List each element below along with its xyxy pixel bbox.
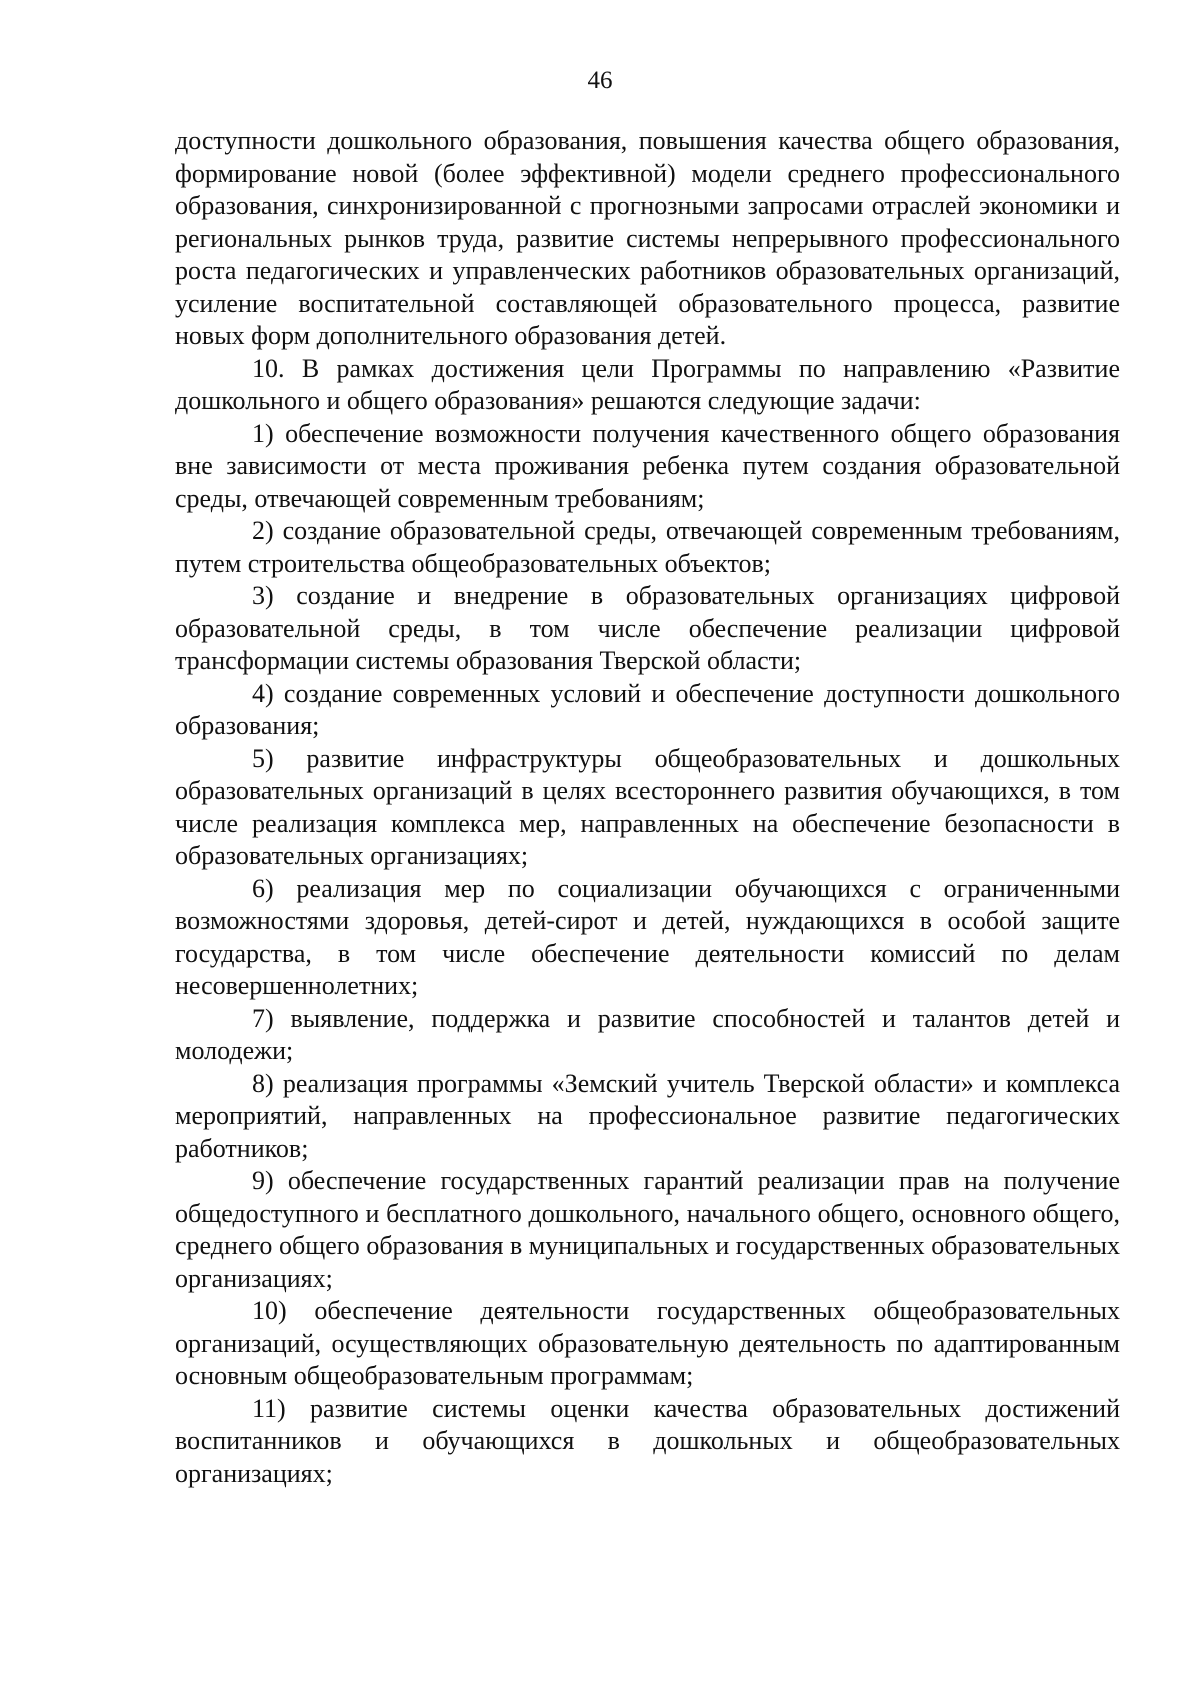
list-item-number: 4) xyxy=(252,678,274,708)
document-body xyxy=(175,125,1120,1490)
list-item-text: обеспечение деятельности государственных общеобразовательных организаций, осуществляющих образовательную деятельность по адаптированным основным общеобразовательным программам; xyxy=(175,1296,1120,1390)
list-item-9 xyxy=(175,1165,1120,1295)
list-item-number: 10) xyxy=(252,1296,287,1325)
list-item-number: 2) xyxy=(252,516,274,545)
list-item-text: реализация мер по социализации обучающихся с ограниченными возможностями здоровья, детей-сирот и детей, нуждающихся в особой защите государства, в том числе обеспечение деятельности комиссий по делам несовершеннолетних; xyxy=(175,873,1120,1000)
list-item-text: обеспечение государственных гарантий реализации прав на получение общедоступного и бесплатного дошкольного, начального общего, основного общего, среднего общего образования в муниципальных и государственных образовательных организациях; xyxy=(175,1166,1121,1293)
list-item-text: обеспечение возможности получения качественного общего образования вне зависимости от места проживания ребенка путем создания образовательной среды, отвечающей современным требованиям; xyxy=(175,418,1121,513)
list-item-2 xyxy=(175,515,1120,580)
list-item-8 xyxy=(175,1068,1120,1166)
list-item-3 xyxy=(175,580,1120,678)
list-item-10 xyxy=(175,1295,1120,1393)
list-item-number: 7) xyxy=(252,1003,274,1033)
list-item-text: выявление, поддержка и развитие способностей и талантов детей и молодежи; xyxy=(175,1003,1121,1065)
list-item-5 xyxy=(175,743,1120,873)
list-item-4 xyxy=(175,678,1120,743)
page-number: 46 xyxy=(587,67,613,94)
paragraph-number: 10. xyxy=(252,353,285,383)
list-item-text: создание и внедрение в образовательных организациях цифровой образовательной среды, в том числе обеспечение реализации цифровой трансформации системы образования Тверской области; xyxy=(175,581,1120,675)
list-item-text: создание образовательной среды, отвечающей современным требованиям, путем строительства общеобразовательных объектов; xyxy=(175,516,1120,578)
list-item-number: 6) xyxy=(252,873,274,903)
list-item-7 xyxy=(175,1003,1120,1068)
list-item-number: 3) xyxy=(252,581,274,610)
list-item-6 xyxy=(175,873,1120,1003)
paragraph-intro xyxy=(175,125,1120,353)
list-item-text: развитие системы оценки качества образовательных достижений воспитанников и обучающихся в дошкольных и общеобразовательных организациях; xyxy=(175,1393,1120,1488)
list-item-text: развитие инфраструктуры общеобразовательных и дошкольных образовательных организаций в целях всестороннего развития обучающихся, в том числе реализация комплекса мер, направленных на обеспечение безопасности в образовательных организациях; xyxy=(175,743,1120,870)
list-item-number: 11) xyxy=(252,1393,286,1423)
list-item-number: 8) xyxy=(252,1068,274,1098)
paragraph-text: доступности дошкольного образования, повышения качества общего образования, формирование новой (более эффективной) модели среднего профессионального образования, синхронизированной с прогнозными запросами отраслей экономики и региональных рынков труда, развитие системы непрерывного профессионального роста педагогических и управленческих работников образовательных организаций, усиление воспитательной составляющей образовательного процесса, развитие новых форм дополнительного образования детей. xyxy=(175,126,1120,350)
paragraph-clause-10 xyxy=(175,353,1120,418)
list-item-text: реализация программы «Земский учитель Тверской области» и комплекса мероприятий, направленных на профессиональное развитие педагогических работников; xyxy=(175,1068,1120,1163)
list-item-number: 1) xyxy=(252,418,274,448)
list-item-number: 9) xyxy=(252,1166,274,1195)
list-item-11 xyxy=(175,1393,1120,1491)
paragraph-text: В рамках достижения цели Программы по направлению «Развитие дошкольного и общего образования» решаются следующие задачи: xyxy=(175,353,1120,415)
list-item-1 xyxy=(175,418,1120,516)
list-item-text: создание современных условий и обеспечение доступности дошкольного образования; xyxy=(175,678,1121,740)
list-item-number: 5) xyxy=(252,743,274,773)
